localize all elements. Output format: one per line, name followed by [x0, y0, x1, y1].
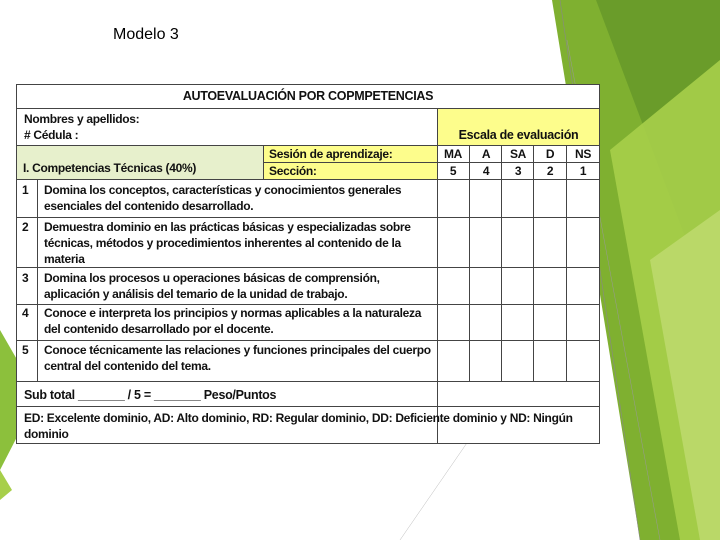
item-number: 1: [22, 183, 29, 197]
item-number: 2: [22, 220, 29, 234]
id-label: # Cédula :: [24, 128, 79, 142]
scale-value-ma: 5: [449, 164, 457, 178]
item-text: Conoce técnicamente las relaciones y funciones principales del cuerpo central del contenido del tema.: [44, 343, 431, 373]
item-number: 5: [22, 343, 29, 357]
scale-code-sa: SA: [509, 147, 527, 161]
session-label: Sesión de aprendizaje:: [264, 146, 437, 162]
scale-value-sa: 3: [514, 164, 522, 178]
item-text: Domina los conceptos, características y conocimientos generales esenciales del contenido desarrollado.: [44, 183, 402, 213]
competencies-label: I. Competencias Técnicas (40%): [17, 146, 263, 179]
scale-code-ma: MA: [443, 147, 463, 161]
names-label: Nombres y apellidos:: [24, 112, 140, 126]
scale-value-ns: 1: [579, 164, 587, 178]
item-text: Conoce e interpreta los principios y normas aplicables a la naturaleza del contenido desarrollado por el docente.: [44, 306, 422, 336]
self-evaluation-form: [16, 84, 600, 444]
form-heading: AUTOEVALUACIÓN POR COPMPETENCIAS: [182, 89, 434, 103]
item-text: Domina los procesos u operaciones básicas de comprensión, aplicación y análisis del temario de la unidad de trabajo.: [44, 271, 380, 301]
scale-code-d: D: [545, 147, 555, 161]
scale-title: Escala de evaluación: [438, 109, 599, 145]
scale-code-ns: NS: [574, 147, 592, 161]
scale-code-a: A: [481, 147, 491, 161]
subtotal-line: Sub total _______ / 5 = _______ Peso/Puntos: [24, 388, 277, 402]
legend-text: ED: Excelente dominio, AD: Alto dominio, RD: Regular dominio, DD: Deficiente dominio y ND: Ningún dominio: [24, 411, 573, 441]
item-text: Demuestra dominio en las prácticas básicas y especializadas sobre técnicas, métodos y procedimientos inherentes al contenido de la materia: [44, 220, 411, 266]
section-label: Sección:: [264, 163, 437, 179]
slide-title: Modelo 3: [113, 26, 179, 43]
item-number: 3: [22, 271, 29, 285]
item-number: 4: [22, 306, 29, 320]
scale-value-a: 4: [482, 164, 490, 178]
scale-value-d: 2: [546, 164, 554, 178]
